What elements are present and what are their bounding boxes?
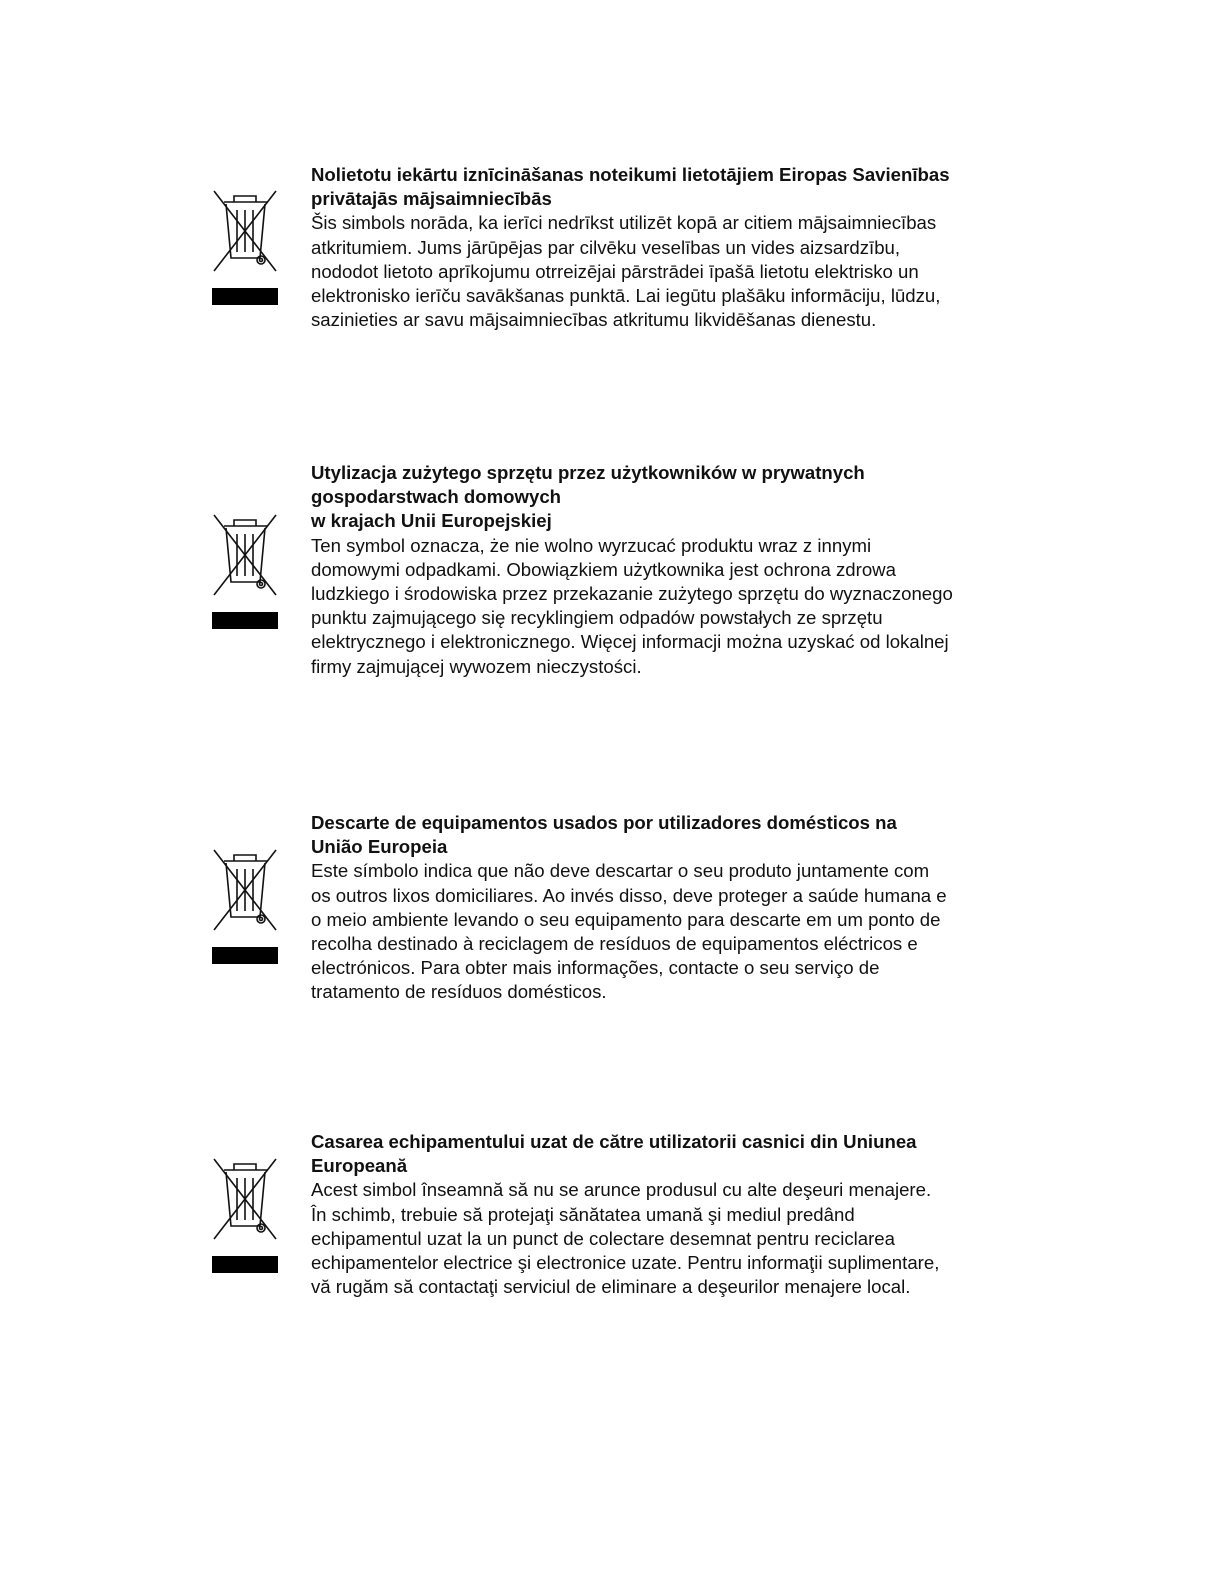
- heading-line: gospodarstwach domowych: [311, 486, 562, 508]
- section-heading: [311, 1130, 991, 1178]
- text-block: [311, 461, 991, 679]
- heading-line: União Europeia: [311, 836, 448, 858]
- body-line: sazinieties ar savu mājsaimniecības atkritumu likvidēšanas dienestu.: [311, 309, 877, 331]
- section-heading: [311, 811, 991, 859]
- body-line: Šis simbols norāda, ka ierīci nedrīkst utilizēt kopā ar citiem mājsaimniecības: [311, 212, 937, 234]
- heading-line: Europeană: [311, 1155, 408, 1177]
- weee-crossed-bin-icon: [210, 510, 280, 632]
- weee-crossed-bin-icon: [210, 1154, 280, 1276]
- body-line: o meio ambiente levando o seu equipamento para descarte em um ponto de: [311, 908, 941, 930]
- body-line: ludzkiego i środowiska przez przekazanie zużytego sprzętu do wyznaczonego: [311, 583, 953, 605]
- weee-crossed-bin-icon: [210, 845, 280, 967]
- body-line: recolha destinado à reciclagem de resíduos de equipamentos eléctricos e: [311, 933, 918, 955]
- body-line: punktu zajmującego się recyklingiem odpadów powstałych ze sprzętu: [311, 607, 883, 629]
- heading-line: privātajās mājsaimniecībās: [311, 188, 552, 210]
- body-line: echipamentelor electrice şi electronice uzate. Pentru informaţii suplimentare,: [311, 1252, 940, 1274]
- heading-line: Casarea echipamentului uzat de către utilizatorii casnici din Uniunea: [311, 1131, 917, 1152]
- body-line: atkritumiem. Jums jārūpējas par cilvēku veselības un vides aizsardzību,: [311, 236, 901, 258]
- heading-line: Descarte de equipamentos usados por utilizadores domésticos na: [311, 812, 897, 833]
- body-line: echipamentul uzat la un punct de colectare desemnat pentru reciclarea: [311, 1227, 895, 1249]
- body-line: tratamento de resíduos domésticos.: [311, 981, 607, 1003]
- body-line: elektrycznego i elektronicznego. Więcej informacji można uzyskać od lokalnej: [311, 631, 949, 653]
- text-block: [311, 1130, 991, 1299]
- heading-line: w krajach Unii Europejskiej: [311, 510, 552, 532]
- body-line: domowymi odpadkami. Obowiązkiem użytkownika jest ochrona zdrowa: [311, 558, 896, 580]
- body-line: Este símbolo indica que não deve descartar o seu produto juntamente com: [311, 860, 930, 882]
- section-heading: [311, 461, 991, 534]
- section-body: [311, 1178, 991, 1299]
- body-line: nododot lietoto aprīkojumu otrreizējai pārstrādei īpašā lietotu elektrisko un: [311, 260, 919, 282]
- section-body: [311, 211, 991, 332]
- section-body: [311, 859, 991, 1004]
- body-line: vă rugăm să contactaţi serviciul de eliminare a deşeurilor menajere local.: [311, 1276, 911, 1298]
- body-line: os outros lixos domiciliares. Ao invés disso, deve proteger a saúde humana e: [311, 884, 947, 906]
- heading-line: Nolietotu iekārtu iznīcināšanas noteikumi lietotājiem Eiropas Savienības: [311, 164, 950, 185]
- heading-line: Utylizacja zużytego sprzętu przez użytkowników w prywatnych: [311, 462, 865, 483]
- text-block: [311, 163, 991, 332]
- body-line: Ten symbol oznacza, że nie wolno wyrzucać produktu wraz z innymi: [311, 534, 872, 556]
- body-line: firmy zajmującej wywozem nieczystości.: [311, 655, 642, 677]
- body-line: Acest simbol înseamnă să nu se arunce produsul cu alte deşeuri menajere.: [311, 1179, 932, 1201]
- body-line: elektronisko ierīču savākšanas punktā. Lai iegūtu plašāku informāciju, lūdzu,: [311, 285, 941, 307]
- body-line: În schimb, trebuie să protejaţi sănătatea umană şi mediul predând: [311, 1203, 855, 1225]
- body-line: electrónicos. Para obter mais informações, contacte o seu serviço de: [311, 957, 880, 979]
- text-block: [311, 811, 991, 1005]
- section-body: [311, 534, 991, 679]
- weee-crossed-bin-icon: [210, 186, 280, 308]
- section-heading: [311, 163, 991, 211]
